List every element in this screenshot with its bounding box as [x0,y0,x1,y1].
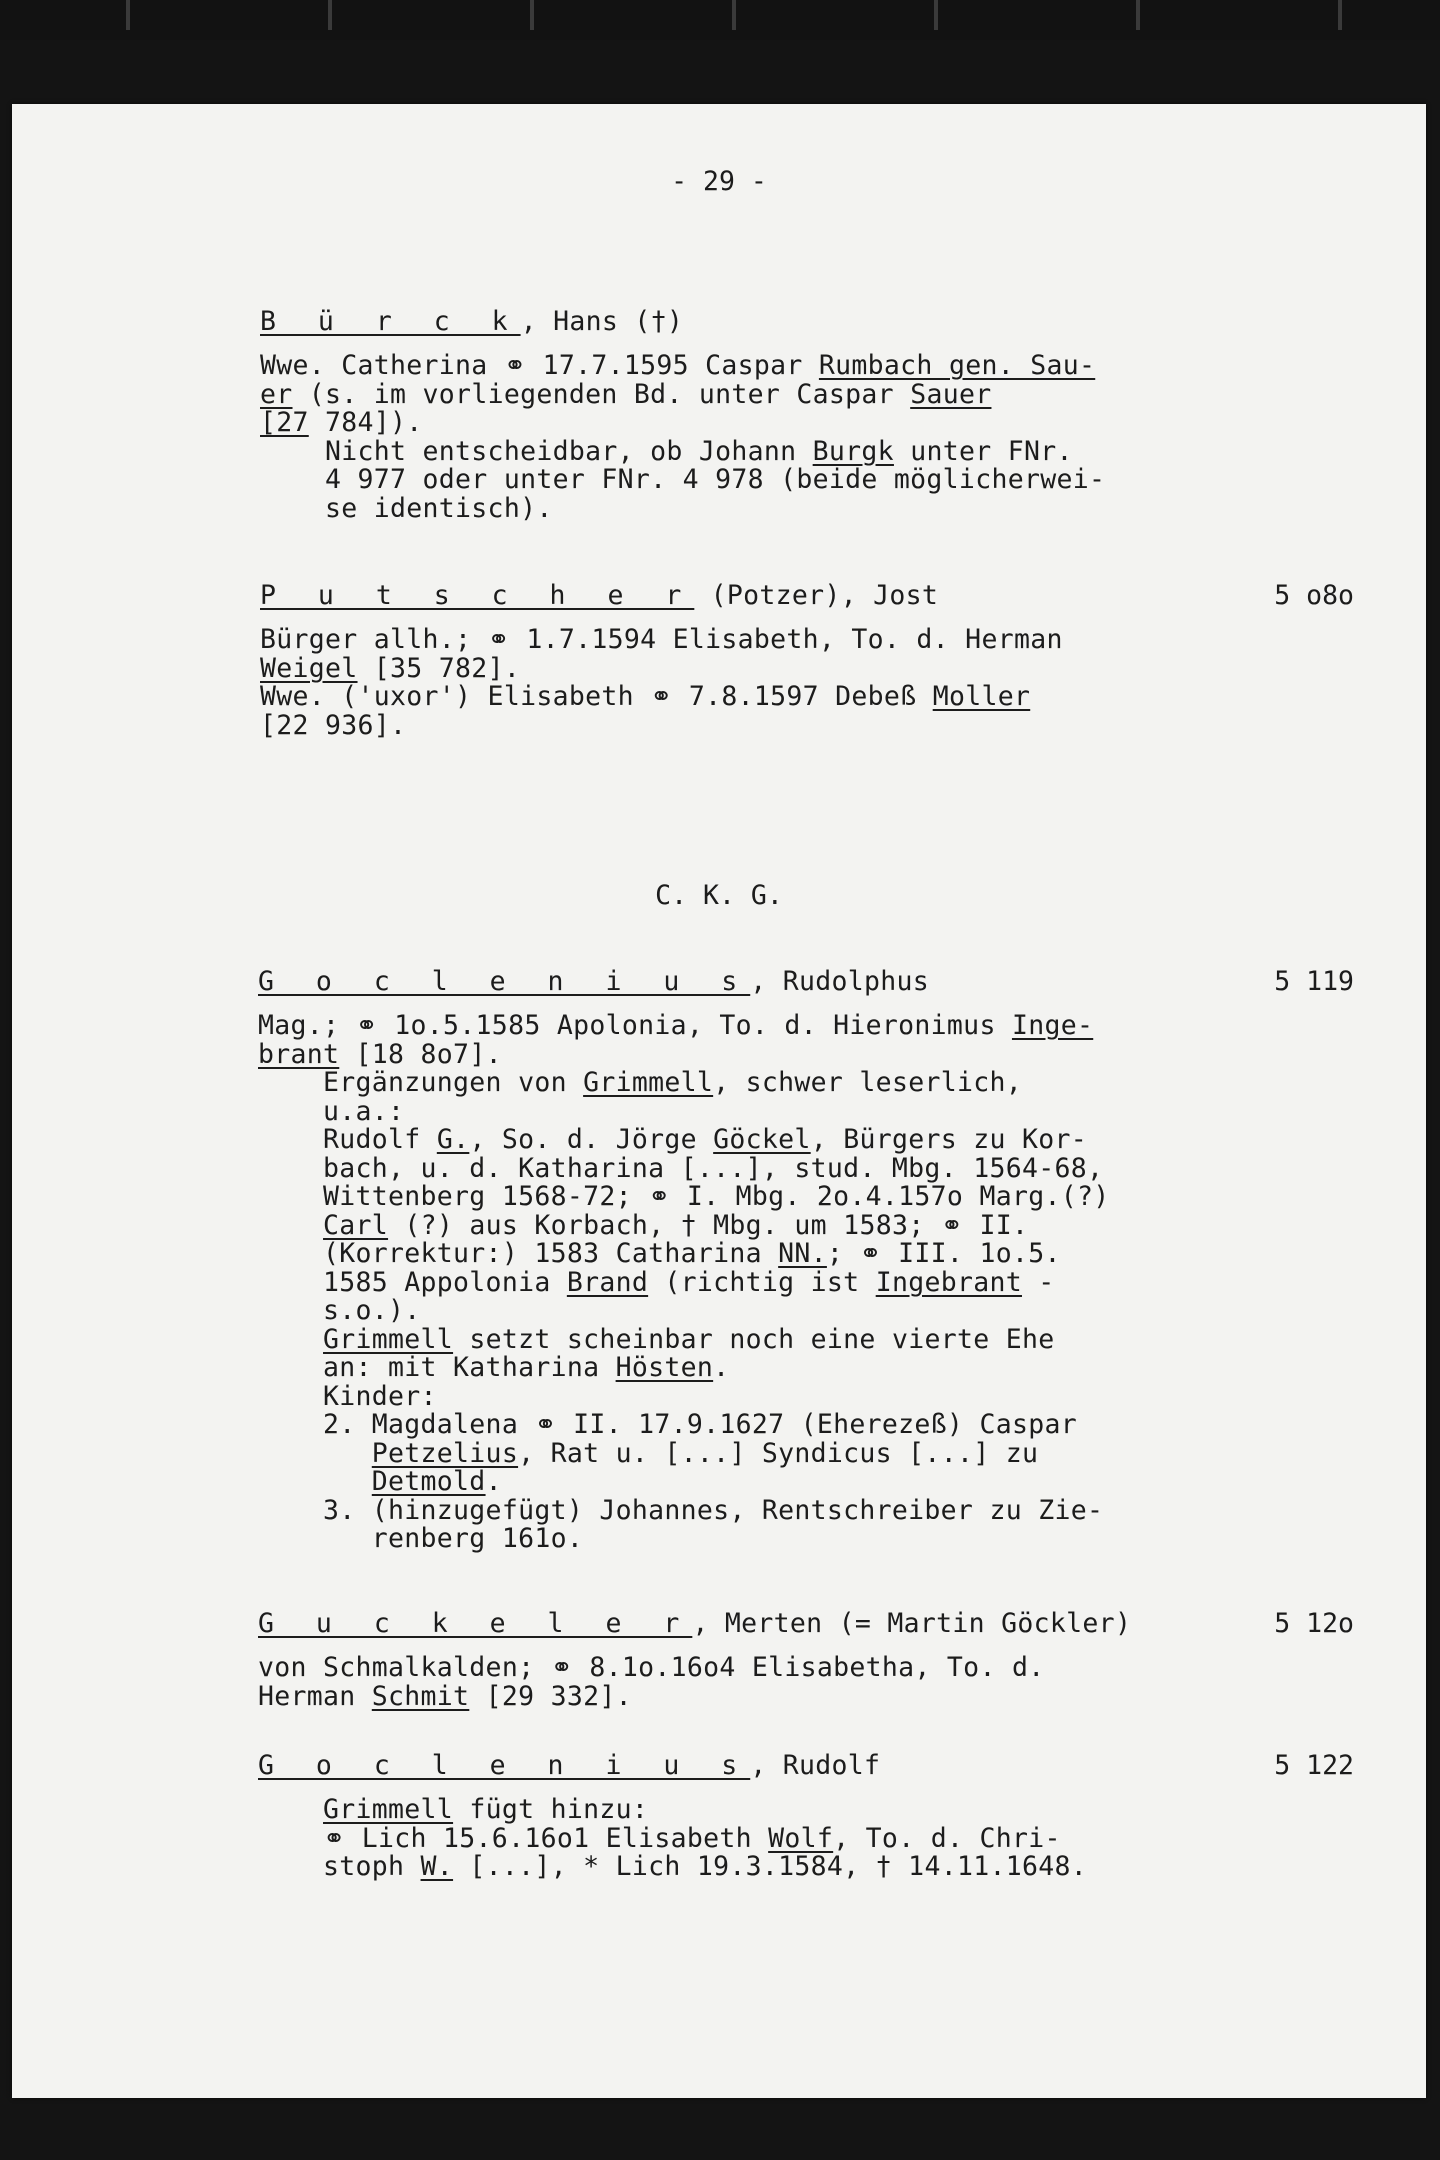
film-strip [0,0,1440,40]
entry-text: renberg 161o. [258,1523,584,1554]
underlined-name: Grimmell [323,1323,454,1355]
entry-name: G o c l e n i u s [258,1750,751,1781]
entry-line [258,1209,1109,1241]
entry-line [260,378,1105,410]
entry-name: G u c k e l e r [258,1608,693,1639]
entry-line [258,1853,1087,1882]
entry-line [258,1183,1109,1212]
entry-text: Rudolf [258,1124,437,1155]
entry-line [260,492,1105,524]
entry-text: 2. Magdalena ⚭ II. 17.9.1627 (Eherezeß) Caspar [258,1409,1077,1440]
entry-body [258,1796,1087,1882]
document-page [12,104,1426,2098]
underlined-name: Göckel [713,1124,811,1155]
entry-line [260,466,1105,495]
entry-text: bach, u. d. Katharina [...], stud. Mbg. 1564-68, [258,1152,1104,1184]
entry-line [260,626,1063,655]
entry-text: Wwe. Catherina ⚭ 17.7.1595 Caspar [260,350,819,381]
entry-line [258,1380,1109,1412]
underlined-name: G. [436,1124,470,1155]
entry-line [258,1012,1109,1041]
entry-number: 5 12o [1274,1608,1354,1639]
entry-text: unter FNr. [893,435,1073,467]
entry-text: (Korrektur:) 1583 Catharina [258,1238,779,1269]
underlined-name: Hösten [615,1352,714,1383]
entry-text: , To. d. Chri- [833,1822,1061,1854]
entry-line [258,1038,1109,1070]
underlined-name: brant [258,1038,340,1070]
entry-line [258,1468,1109,1497]
entry-number: 5 119 [1274,966,1354,997]
entry-text: , Bürgers zu Kor- [810,1124,1088,1155]
entry-text [258,1466,372,1497]
entry-text: 3. (hinzugefügt) Johannes, Rentschreiber zu Zie- [258,1494,1104,1526]
entry-text: , Rat u. [...] Syndicus [...] zu [518,1437,1039,1469]
entry-line [260,652,1063,684]
entry-text: ; ⚭ III. 1o.5. [826,1238,1061,1269]
underlined-name: Rumbach gen. Sau- [818,350,1096,381]
entry-text: setzt scheinbar noch eine vierte Ehe [453,1323,1055,1355]
entry-line [258,1680,1044,1712]
entry-text: (richtig ist [648,1266,876,1298]
entry-text [258,1438,372,1469]
entry-line [258,1437,1109,1469]
entry-text: 4 977 oder unter FNr. 4 978 (beide möglicherwei- [260,464,1106,495]
entry-line [258,1654,1044,1683]
underlined-name: Detmold [371,1466,486,1497]
entry-name-rest: (Potzer), Jost [694,580,939,611]
underlined-name: Sauer [910,378,992,410]
entry-text: [29 332]. [469,1680,632,1712]
underlined-name: W. [420,1851,454,1882]
entry-text: Mag.; ⚭ 1o.5.1585 Apolonia, To. d. Hieronimus [258,1010,1012,1041]
entry-line [258,1297,1109,1326]
entry-heading [260,582,938,611]
entry-text: , So. d. Jörge [469,1124,714,1155]
entry-line [260,352,1105,381]
entry-line [258,1126,1109,1155]
entry-line [258,1095,1109,1127]
entry-line [260,409,1105,438]
entry-text: Wwe. ('uxor') Elisabeth ⚭ 7.8.1597 Debeß [260,681,933,712]
entry-number: 5 122 [1274,1750,1354,1781]
entry-text: se identisch). [260,492,553,524]
entry-text: [35 782]. [357,652,521,684]
entry-text: [18 8o7]. [339,1038,502,1070]
entry-line [260,435,1105,467]
entry-name-rest: , Rudolf [750,1750,881,1781]
underlined-name: Ingebrant [875,1266,1022,1298]
entry-line [258,1525,1109,1554]
entry-name-rest: , Hans (†) [520,306,684,337]
underlined-name: [27 [260,407,309,438]
underlined-name: er [260,378,293,410]
underlined-name: Wolf [768,1822,834,1854]
entry-line [258,1152,1109,1184]
entry-line [258,1266,1109,1298]
underlined-name: Inge- [1011,1010,1094,1041]
entry-text [258,1210,323,1241]
entry-text: (?) aus Korbach, † Mbg. um 1583; ⚭ II. [388,1209,1029,1241]
entry-text: Bürger allh.; ⚭ 1.7.1594 Elisabeth, To. d. Herman [260,624,1063,655]
underlined-name: Grimmell [323,1794,454,1825]
entry-text: [...], * Lich 19.3.1584, † 14.11.1648. [453,1851,1087,1882]
entry-name-rest: , Rudolphus [750,966,930,997]
entry-text: . [713,1352,730,1383]
entry-line [258,1354,1109,1383]
entry-name: B ü r c k [260,306,521,337]
entry-line [258,1323,1109,1355]
underlined-name: Carl [323,1209,389,1241]
entry-line [258,1822,1087,1854]
entry-text: stoph [258,1851,421,1882]
entry-text: Herman [258,1680,372,1712]
entry-line [258,1069,1109,1098]
entry-body [258,1012,1109,1554]
entry-body [260,352,1105,523]
entry-text [258,1324,323,1355]
entry-text: 784]). [308,407,423,438]
entry-heading [258,968,929,997]
entry-line [260,683,1063,712]
entry-line [260,709,1063,741]
entry-text: u.a.: [258,1095,405,1127]
entry-text: an: mit Katharina [258,1352,616,1383]
underlined-name: Moller [932,681,1031,712]
entry-heading [258,1752,880,1781]
entry-line [258,1796,1087,1825]
entry-body [258,1654,1044,1711]
entry-text: Wittenberg 1568-72; ⚭ I. Mbg. 2o.4.157o Marg.(?) [258,1181,1110,1212]
section-heading: C. K. G. [655,880,783,911]
underlined-name: Weigel [260,652,358,684]
entry-number: 5 o8o [1274,580,1354,611]
entry-text: Ergänzungen von [258,1067,584,1098]
entry-text: fügt hinzu: [453,1794,649,1825]
entry-text: [22 936]. [260,709,407,741]
underlined-name: Schmit [371,1680,470,1712]
entry-text: 1585 Appolonia [258,1266,567,1298]
underlined-name: Petzelius [371,1437,519,1469]
entry-name: P u t s c h e r [260,580,695,611]
underlined-name: Burgk [812,435,894,467]
entry-text: , schwer leserlich, [713,1067,1022,1098]
underlined-name: Brand [566,1266,649,1298]
page-number: - 29 - [671,166,767,197]
entry-text: ⚭ Lich 15.6.16o1 Elisabeth [258,1822,769,1854]
entry-text: s.o.). [258,1295,421,1326]
entry-text: Kinder: [258,1380,437,1412]
entry-text [258,1794,323,1825]
underlined-name: Grimmell [583,1067,714,1098]
entry-name: G o c l e n i u s [258,966,751,997]
entry-text: . [485,1466,502,1497]
entry-name-rest: , Merten (= Martin Göckler) [692,1608,1132,1639]
entry-line [258,1494,1109,1526]
entry-line [258,1240,1109,1269]
entry-heading [260,308,683,337]
entry-text: (s. im vorliegenden Bd. unter Caspar [292,378,911,410]
entry-line [258,1411,1109,1440]
entry-text: von Schmalkalden; ⚭ 8.1o.16o4 Elisabetha, To. d. [258,1652,1045,1683]
entry-body [260,626,1063,740]
underlined-name: NN. [778,1238,827,1269]
entry-text: - [1021,1266,1055,1298]
entry-heading [258,1610,1131,1639]
entry-text: Nicht entscheidbar, ob Johann [260,435,813,467]
